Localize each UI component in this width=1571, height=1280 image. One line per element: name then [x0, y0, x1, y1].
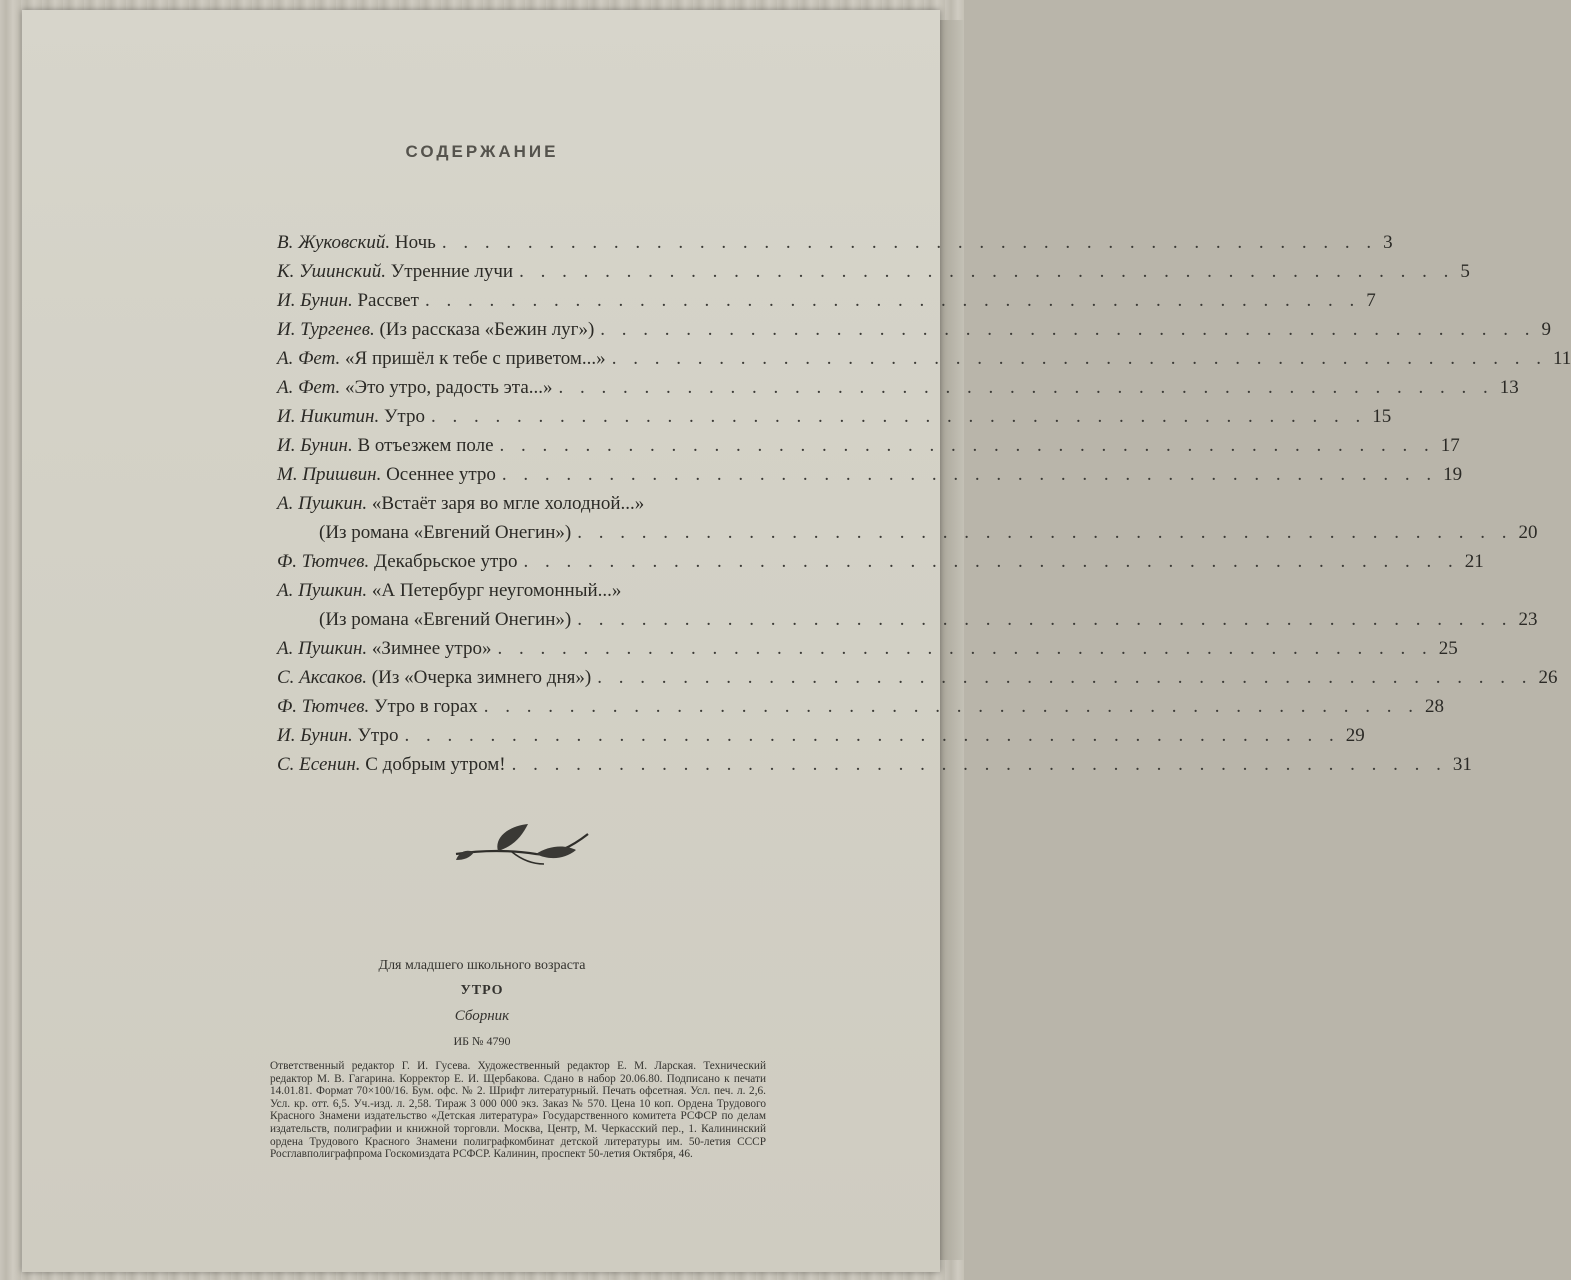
toc-author: А. Фет.	[277, 348, 346, 369]
toc-page-number: 9	[1541, 319, 1552, 340]
toc-page-number: 23	[1518, 609, 1538, 630]
toc-entry	[277, 228, 1393, 257]
toc-author: А. Фет.	[277, 377, 346, 398]
toc-leader-dots: . . . . . . . . . . . . . . . . . . . . . . . . . . . . . . . . . . . . . . . . . . . .	[600, 319, 1536, 340]
book-title: УТРО	[460, 983, 504, 998]
toc-page-number: 3	[1383, 232, 1393, 253]
toc-title-continuation: (Из романа «Евгений Онегин»)	[319, 609, 572, 630]
toc-title: «Я пришёл к тебе с приветом...»	[345, 348, 606, 369]
audience-note: Для младшего школьного возраста	[378, 958, 586, 973]
toc-leader-dots: . . . . . . . . . . . . . . . . . . . . . . . . . . . . . . . . . . . . . . . . . . . .	[597, 667, 1533, 688]
toc-leader-dots: . . . . . . . . . . . . . . . . . . . . . . . . . . . . . . . . . . . . . . . . . . . .	[558, 377, 1494, 398]
toc-entry	[277, 373, 1519, 402]
toc-title: (Из рассказа «Бежин луг»)	[379, 319, 595, 340]
table-of-contents	[277, 228, 1571, 779]
toc-entry	[277, 634, 1458, 663]
toc-title: Ночь	[394, 232, 436, 253]
toc-page-number: 31	[1452, 754, 1472, 775]
toc-entry	[277, 489, 1538, 547]
toc-author: И. Бунин.	[277, 725, 358, 746]
publication-details: Ответственный редактор Г. И. Гусева. Художественный редактор Е. М. Ларская. Технический редактор М. В. Гагарина. Корректор Е. И. Щербакова. Сдано в набор 20.06.80. Подписано к печати 14.01.81. Формат 70×100/16. Бум. офс. № 2. Шрифт литературный. Печать офсетная. Усл. печ. л. 2,6. Усл. кр. отт. 6,5. Уч.-изд. л. 2,58. Тираж 3 000 000 экз. Заказ № 570. Цена 10 коп. Ордена Трудового Красного Знамени издательство «Детская литература» Государственного комитета РСФСР по делам издательств, полиграфии и книжной торговли. Москва, Центр, М. Черкасский пер., 1. Калининский ордена Трудового Красного Знамени полиграфкомбинат детской литературы им. 50-летия СССР Росглавполиграфпрома Госкомиздата РСФСР. Калинин, проспект 50-летия Октября, 46.	[270, 1060, 766, 1161]
toc-page-number: 29	[1345, 725, 1365, 746]
toc-entry	[277, 431, 1460, 460]
toc-title: «А Петербург неугомонный...»	[371, 580, 622, 601]
toc-title: Утро	[383, 406, 425, 427]
ib-number: ИБ № 4790	[453, 1034, 511, 1048]
toc-author: С. Аксаков.	[277, 667, 372, 688]
toc-entry	[277, 750, 1472, 779]
toc-entry	[277, 286, 1376, 315]
toc-leader-dots: . . . . . . . . . . . . . . . . . . . . . . . . . . . . . . . . . . . . . . . . . . . .	[577, 609, 1513, 630]
toc-leader-dots: . . . . . . . . . . . . . . . . . . . . . . . . . . . . . . . . . . . . . . . . . . . .	[523, 551, 1459, 572]
toc-page-number: 15	[1372, 406, 1392, 427]
toc-entry	[277, 576, 1538, 634]
toc-title: Рассвет	[357, 290, 419, 311]
toc-leader-dots: . . . . . . . . . . . . . . . . . . . . . . . . . . . . . . . . . . . . . . . . . . . .	[519, 261, 1455, 282]
toc-title: Утро в горах	[374, 696, 478, 717]
toc-leader-dots: . . . . . . . . . . . . . . . . . . . . . . . . . . . . . . . . . . . . . . . . . . . .	[483, 696, 1419, 717]
toc-title: В отъезжем поле	[357, 435, 494, 456]
toc-page-number: 11	[1552, 348, 1571, 369]
toc-author: С. Есенин.	[277, 754, 366, 775]
toc-entry	[277, 257, 1470, 286]
toc-page-number: 25	[1438, 638, 1458, 659]
toc-title: «Зимнее утро»	[371, 638, 492, 659]
toc-leader-dots: . . . . . . . . . . . . . . . . . . . . . . . . . . . . . . . . . . . . . . . . . . . .	[497, 638, 1433, 659]
toc-leader-dots: . . . . . . . . . . . . . . . . . . . . . . . . . . . . . . . . . . . . . . . . . . . .	[441, 232, 1378, 253]
toc-entry	[277, 315, 1552, 344]
toc-page-number: 13	[1499, 377, 1519, 398]
toc-author: А. Пушкин.	[277, 493, 372, 514]
toc-page-number: 20	[1518, 522, 1538, 543]
toc-author: К. Ушинский.	[277, 261, 391, 282]
toc-title: Утро	[357, 725, 399, 746]
toc-author: А. Пушкин.	[277, 580, 372, 601]
toc-title: С добрым утром!	[365, 754, 506, 775]
toc-page-number: 19	[1443, 464, 1463, 485]
leaf-branch-icon	[452, 820, 592, 870]
toc-entry	[277, 692, 1444, 721]
toc-entry	[277, 547, 1484, 576]
toc-page-number: 21	[1464, 551, 1484, 572]
toc-entry	[277, 460, 1463, 489]
toc-title: Утренние лучи	[390, 261, 514, 282]
toc-author: И. Бунин.	[277, 435, 358, 456]
toc-title: Осеннее утро	[386, 464, 496, 485]
toc-title-continuation: (Из романа «Евгений Онегин»)	[319, 522, 572, 543]
toc-page-number: 7	[1366, 290, 1376, 311]
toc-leader-dots: . . . . . . . . . . . . . . . . . . . . . . . . . . . . . . . . . . . . . . . . . . . .	[511, 754, 1447, 775]
toc-author: И. Тургенев.	[277, 319, 380, 340]
toc-author: В. Жуковский.	[277, 232, 395, 253]
toc-leader-dots: . . . . . . . . . . . . . . . . . . . . . . . . . . . . . . . . . . . . . . . . . . . .	[501, 464, 1438, 485]
toc-author: Ф. Тютчев.	[277, 696, 375, 717]
toc-author: М. Пришвин.	[277, 464, 387, 485]
toc-entry	[277, 344, 1571, 373]
toc-author: И. Никитин.	[277, 406, 384, 427]
toc-entry	[277, 663, 1558, 692]
toc-leader-dots: . . . . . . . . . . . . . . . . . . . . . . . . . . . . . . . . . . . . . . . . . . . .	[499, 435, 1435, 456]
toc-leader-dots: . . . . . . . . . . . . . . . . . . . . . . . . . . . . . . . . . . . . . . . . . . . .	[611, 348, 1547, 369]
toc-author: Ф. Тютчев.	[277, 551, 375, 572]
toc-page-number: 5	[1460, 261, 1470, 282]
toc-page-number: 28	[1425, 696, 1444, 717]
toc-leader-dots: . . . . . . . . . . . . . . . . . . . . . . . . . . . . . . . . . . . . . . . . . . . .	[577, 522, 1513, 543]
toc-author: А. Пушкин.	[277, 638, 372, 659]
toc-page-number: 17	[1440, 435, 1460, 456]
toc-entry	[277, 402, 1392, 431]
toc-leader-dots: . . . . . . . . . . . . . . . . . . . . . . . . . . . . . . . . . . . . . . . . . . . .	[424, 290, 1361, 311]
toc-page-number: 26	[1538, 667, 1558, 688]
toc-title: «Встаёт заря во мгле холодной...»	[371, 493, 645, 514]
toc-title: (Из «Очерка зимнего дня»)	[371, 667, 592, 688]
toc-heading: СОДЕРЖАНИЕ	[405, 142, 559, 161]
toc-title: «Это утро, радость эта...»	[345, 377, 553, 398]
toc-title: Декабрьское утро	[374, 551, 518, 572]
book-type: Сборник	[454, 1008, 510, 1024]
toc-entry	[277, 721, 1365, 750]
toc-author: И. Бунин.	[277, 290, 358, 311]
toc-leader-dots: . . . . . . . . . . . . . . . . . . . . . . . . . . . . . . . . . . . . . . . . . . . .	[404, 725, 1340, 746]
toc-leader-dots: . . . . . . . . . . . . . . . . . . . . . . . . . . . . . . . . . . . . . . . . . . . .	[430, 406, 1367, 427]
